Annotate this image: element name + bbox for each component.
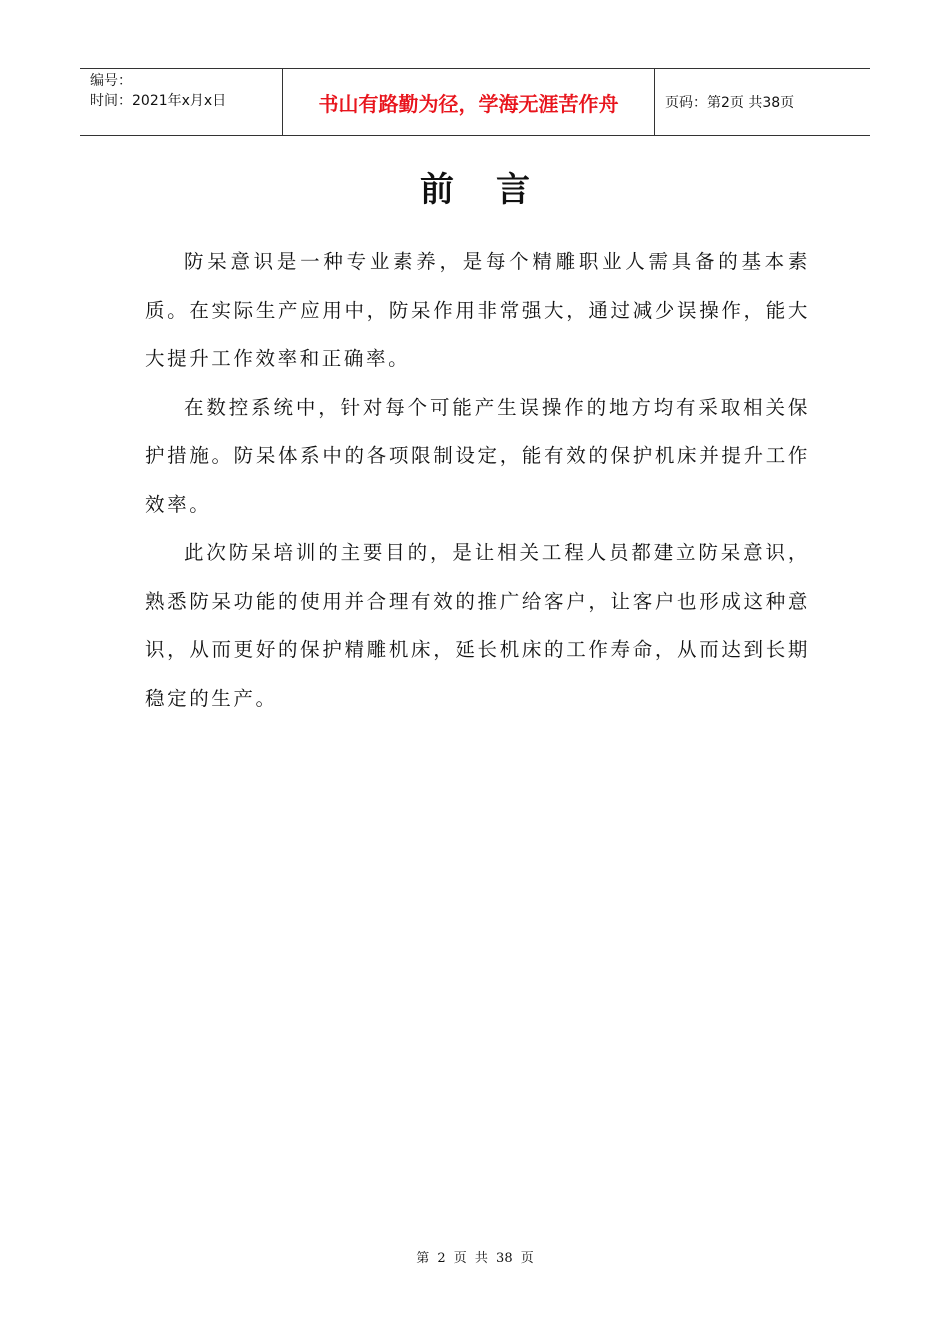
header-motto: [282, 69, 655, 135]
header-meta: [80, 69, 282, 135]
paragraph: 此次防呆培训的主要目的，是让相关工程人员都建立防呆意识，熟悉防呆功能的使用并合理有效的推广给客户，让客户也形成这种意识，从而更好的保护精雕机床，延长机床的工作寿命，从而达到长期稳定的生产。: [145, 541, 810, 710]
paragraph: 防呆意识是一种专业素养，是每个精雕职业人需具备的基本素质。在实际生产应用中，防呆作用非常强大，通过减少误操作，能大大提升工作效率和正确率。: [145, 250, 810, 370]
motto-text: 书山有路勤为径，学海无涯苦作舟: [318, 91, 619, 116]
header-page-info: [655, 69, 870, 135]
page-title: 前言: [420, 170, 572, 210]
page-footer: 第 2 页 共 38 页: [416, 1251, 534, 1266]
page-header: [80, 68, 870, 136]
page-info-text: 页码：第2页 共38页: [665, 95, 795, 111]
paragraph: 在数控系统中，针对每个可能产生误操作的地方均有采取相关保护措施。防呆体系中的各项限制设定，能有效的保护机床并提升工作效率。: [145, 395, 810, 516]
document-body: [145, 238, 810, 723]
document-number-label: 编号：: [90, 73, 132, 89]
document-date-label: 时间：2021年x月x日: [90, 93, 227, 109]
